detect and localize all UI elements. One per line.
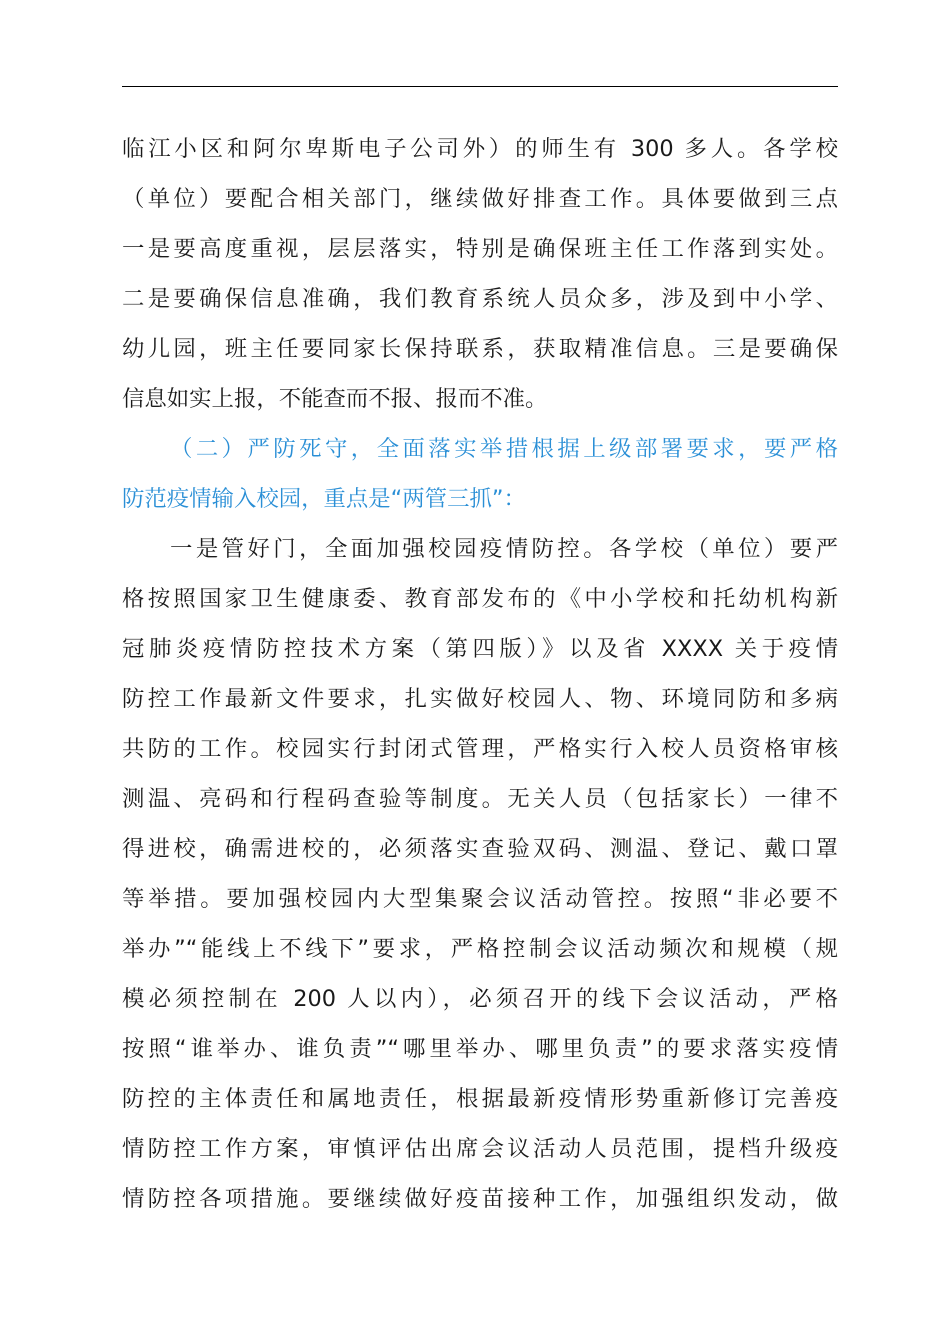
text-line: 冠肺炎疫情防控技术方案（第四版）》以及省 XXXX 关于疫情 — [122, 636, 838, 662]
paragraph-2 — [122, 524, 838, 1224]
text-line: 一是要高度重视，层层落实，特别是确保班主任工作落到实处。 — [122, 236, 838, 262]
text-column — [122, 124, 838, 1224]
heading-line: （二）严防死守，全面落实举措根据上级部署要求，要严格 — [170, 436, 838, 462]
text-line: 举办”“能线上不线下”要求，严格控制会议活动频次和规模（规 — [122, 936, 838, 962]
text-line: 得进校，确需进校的，必须落实查验双码、测温、登记、戴口罩 — [122, 836, 838, 862]
text-line: （单位）要配合相关部门，继续做好排查工作。具体要做到三点 — [122, 186, 838, 212]
text-line: 测温、亮码和行程码查验等制度。无关人员（包括家长）一律不 — [122, 786, 838, 812]
text-line: 防控工作最新文件要求，扎实做好校园人、物、环境同防和多病 — [122, 686, 838, 712]
text-line: 幼儿园，班主任要同家长保持联系，获取精准信息。三是要确保 — [122, 336, 838, 362]
text-line: 等举措。要加强校园内大型集聚会议活动管控。按照“非必要不 — [122, 886, 838, 912]
text-line: 模必须控制在 200 人以内），必须召开的线下会议活动，严格 — [122, 986, 838, 1012]
text-line: 临江小区和阿尔卑斯电子公司外）的师生有 300 多人。各学校 — [122, 136, 838, 162]
text-line: 按照“谁举办、谁负责”“哪里举办、哪里负责”的要求落实疫情 — [122, 1036, 838, 1062]
text-line: 防控的主体责任和属地责任，根据最新疫情形势重新修订完善疫 — [122, 1086, 838, 1112]
paragraph-1 — [122, 124, 838, 424]
section-heading — [122, 424, 838, 524]
text-line: 信息如实上报，不能查而不报、报而不准。 — [122, 386, 548, 412]
text-line: 共防的工作。校园实行封闭式管理，严格实行入校人员资格审核 — [122, 736, 838, 762]
text-line: 情防控各项措施。要继续做好疫苗接种工作，加强组织发动，做 — [122, 1186, 838, 1212]
text-line: 情防控工作方案，审慎评估出席会议活动人员范围，提档升级疫 — [122, 1136, 838, 1162]
heading-line: 防范疫情输入校园，重点是“两管三抓”： — [122, 486, 526, 512]
header-rule — [122, 86, 838, 87]
text-line: 一是管好门，全面加强校园疫情防控。各学校（单位）要严 — [170, 536, 838, 562]
text-line: 格按照国家卫生健康委、教育部发布的《中小学校和托幼机构新 — [122, 586, 838, 612]
text-line: 二是要确保信息准确，我们教育系统人员众多，涉及到中小学、 — [122, 286, 838, 312]
